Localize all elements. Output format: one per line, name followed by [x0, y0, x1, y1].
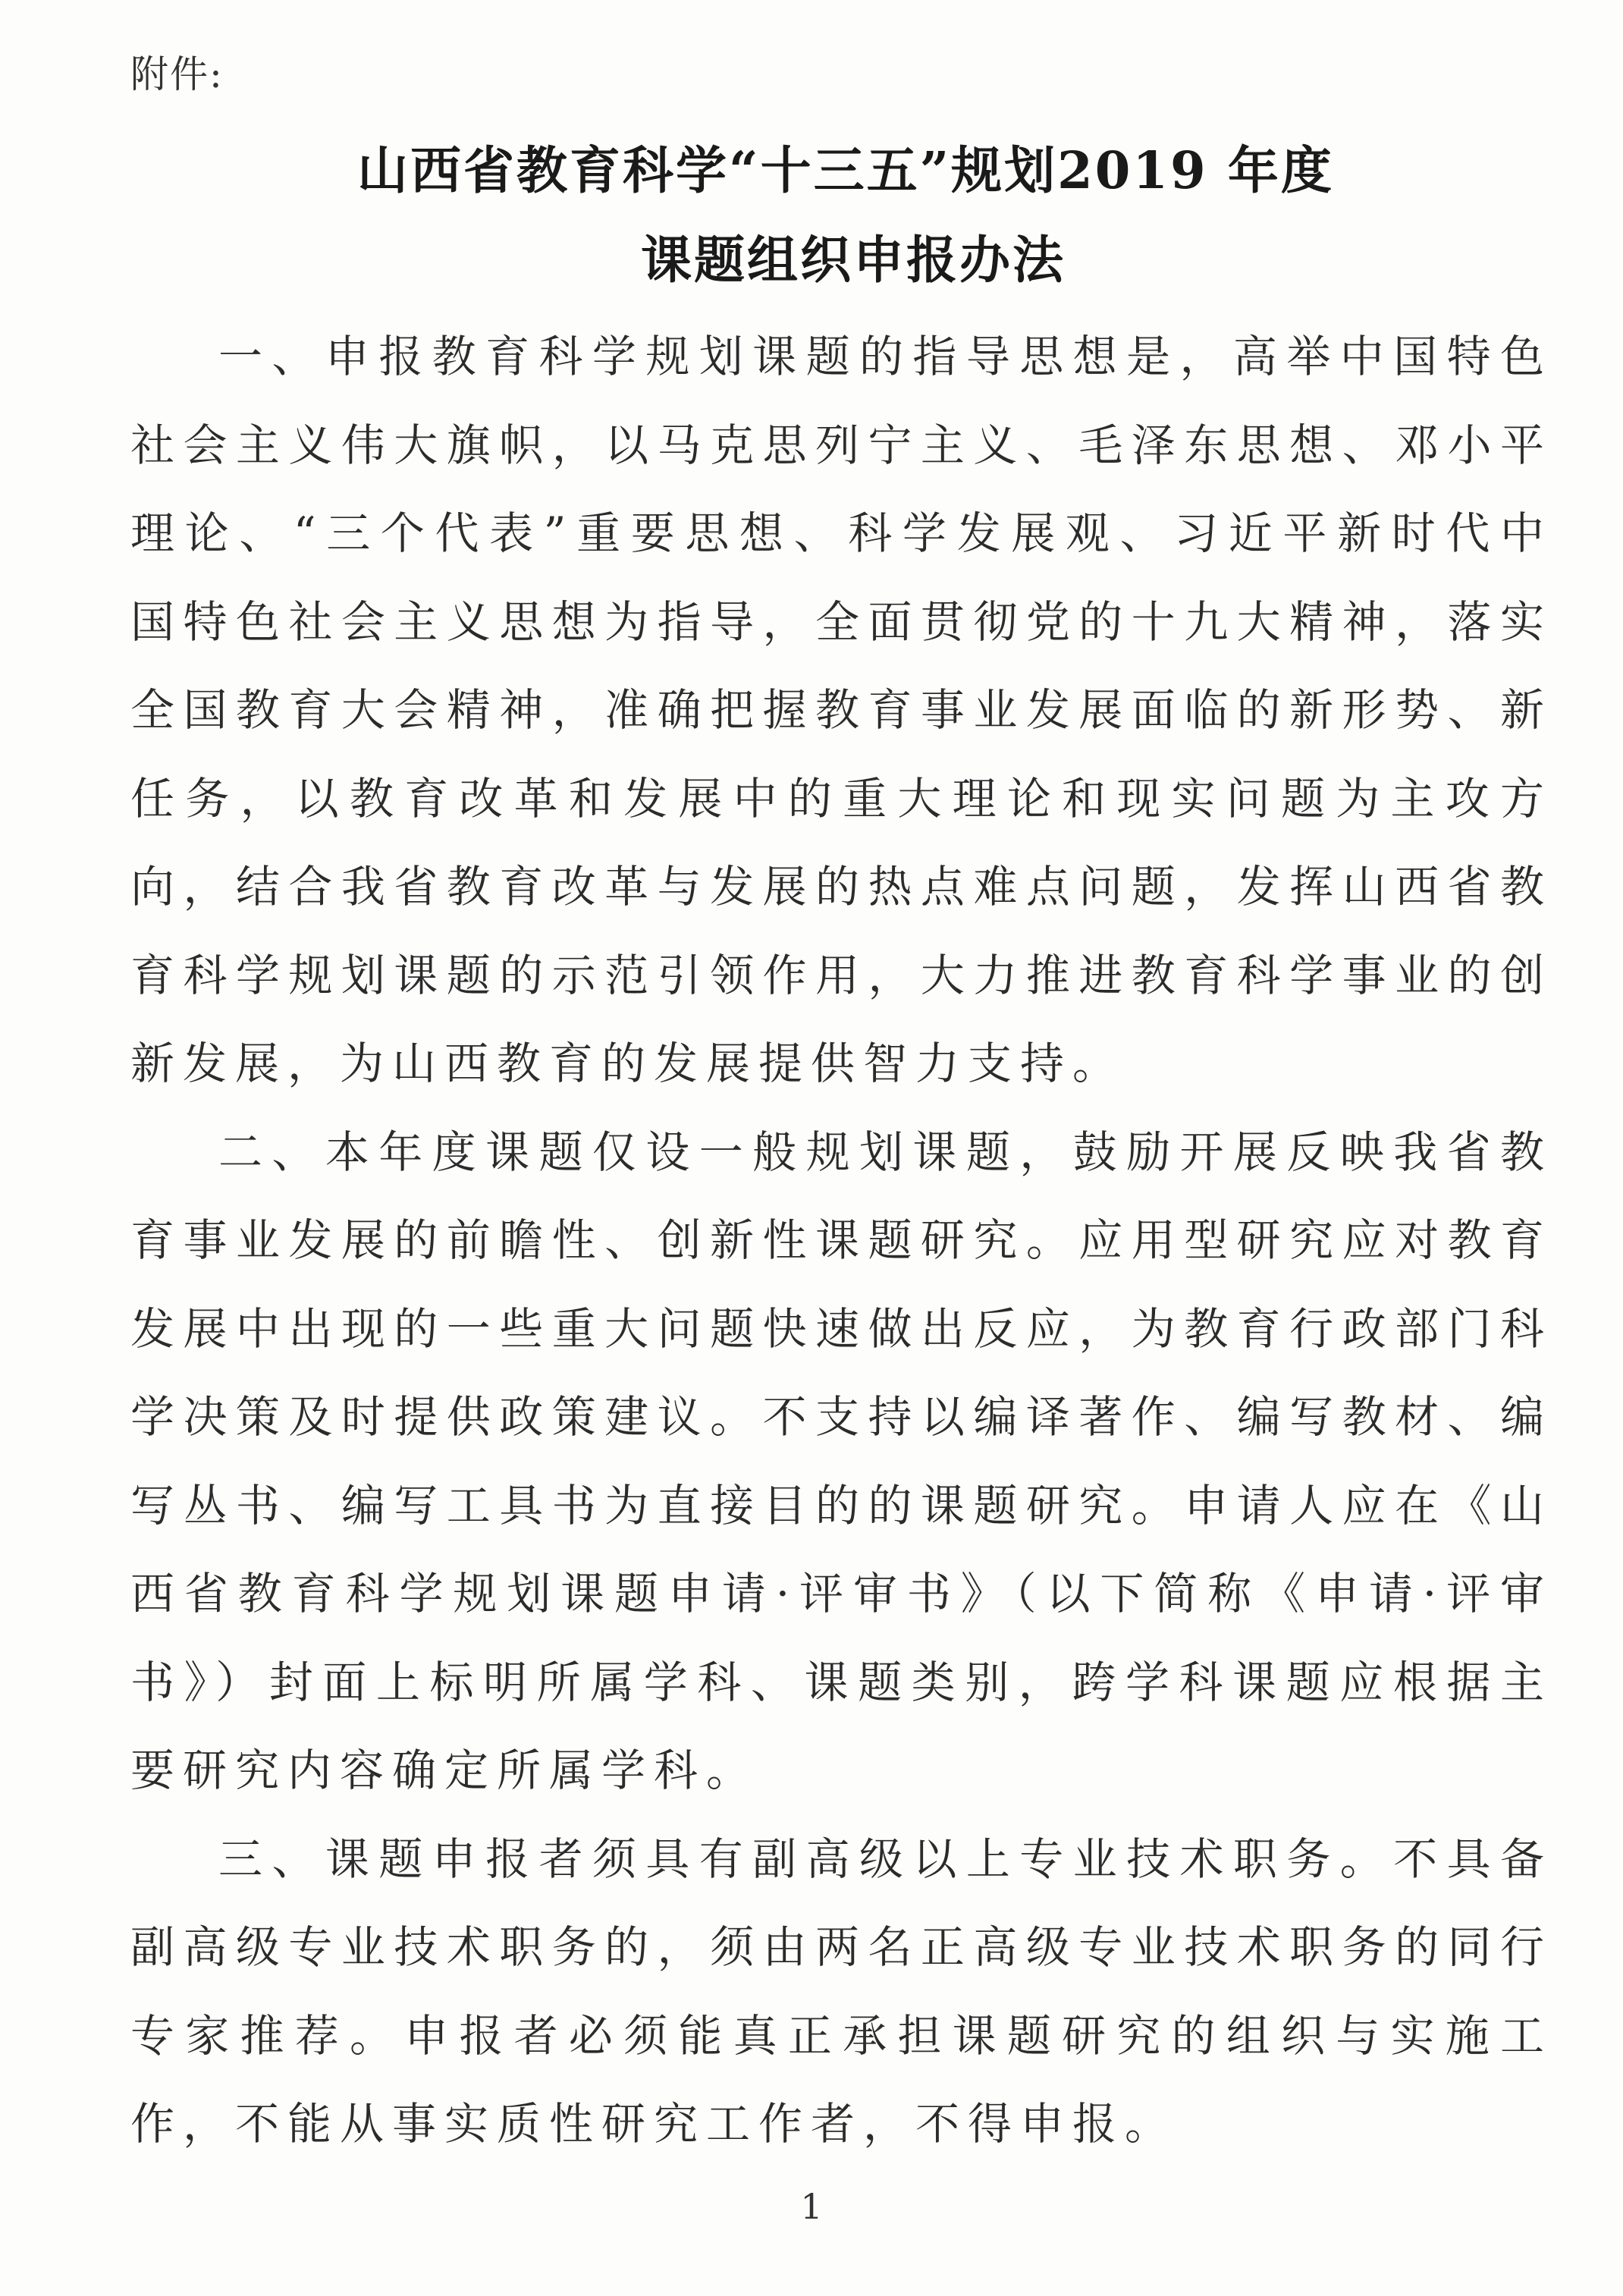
paragraph-2: 二、本年度课题仅设一般规划课题，鼓励开展反映我省教育事业发展的前瞻性、创新性课题研究。应用型研究应对教育发展中出现的一些重大问题快速做出反应，为教育行政部门科学决策及时提供政策建议。不支持以编译著作、编写教材、编写丛书、编写工具书为直接目的的课题研究。申请人应在《山西省教育科学规划课题申请·评审书》（以下简称《申请·评审书》）封面上标明所属学科、课题类别，跨学科课题应根据主要研究内容确定所属学科。 [130, 1126, 1552, 1796]
paragraph-3: 三、课题申报者须具有副高级以上专业技术职务。不具备副高级专业技术职务的，须由两名正高级专业技术职务的同行专家推荐。申报者必须能真正承担课题研究的组织与实施工作，不能从事实质性研究工作者，不得申报。 [130, 1833, 1552, 2150]
attachment-label: 附件: [130, 52, 224, 96]
document-body [130, 313, 1552, 2169]
document-title-line-1: 山西省教育科学“十三五”规划2019 年度 [357, 140, 1334, 200]
document-title-line-2: 课题组织申报办法 [641, 230, 1066, 290]
page-number: 1 [800, 2186, 823, 2227]
paragraph-1: 一、申报教育科学规划课题的指导思想是，高举中国特色社会主义伟大旗帜，以马克思列宁主义、毛泽东思想、邓小平理论、“三个代表”重要思想、科学发展观、习近平新时代中国特色社会主义思想为指导，全面贯彻党的十九大精神，落实全国教育大会精神，准确把握教育事业发展面临的新形势、新任务，以教育改革和发展中的重大理论和现实问题为主攻方向，结合我省教育改革与发展的热点难点问题，发挥山西省教育科学规划课题的示范引领作用，大力推进教育科学事业的创新发展，为山西教育的发展提供智力支持。 [130, 331, 1552, 1089]
